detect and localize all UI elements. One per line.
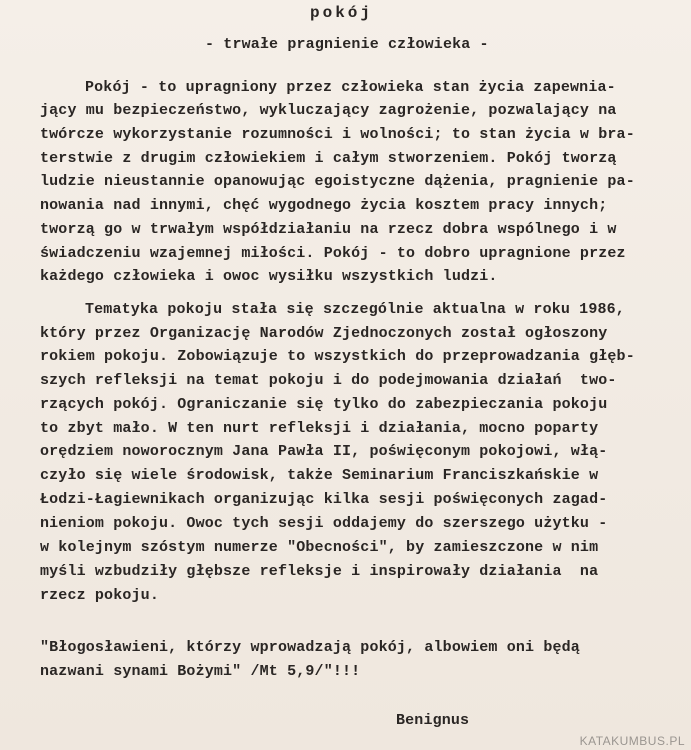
paragraph-1-line-3: twórcze wykorzystanie rozumności i wolności; to stan życia w bra- (40, 126, 635, 143)
paragraph-2-line-1: Tematyka pokoju stała się szczególnie aktualna w roku 1986, (85, 301, 625, 318)
paragraph-2-line-4: szych refleksji na temat pokoju i do podejmowania działań two- (40, 372, 617, 389)
paragraph-1-line-5: ludzie nieustannie opanowując egoistyczne dążenia, pragnienie pa- (40, 173, 635, 190)
paragraph-2-line-3: rokiem pokoju. Zobowiązuje to wszystkich do przeprowadzania głęb- (40, 348, 635, 365)
paragraph-1-line-2: jący mu bezpieczeństwo, wykluczający zagrożenie, pozwalający na (40, 102, 617, 119)
paragraph-2-line-11: w kolejnym szóstym numerze "Obecności", by zamieszczone w nim (40, 539, 599, 556)
paragraph-2-line-10: nieniom pokoju. Owoc tych sesji oddajemy do szerszego użytku - (40, 515, 608, 532)
paragraph-1-line-7: tworzą go w trwałym współdziałaniu na rzecz dobra wspólnego i w (40, 221, 617, 238)
watermark: KATAKUMBUS.PL (579, 734, 685, 748)
document-subtitle: - trwałe pragnienie człowieka - (205, 36, 489, 53)
paragraph-1-line-1: Pokój - to upragniony przez człowieka stan życia zapewnia- (85, 79, 616, 96)
paragraph-1-line-8: świadczeniu wzajemnej miłości. Pokój - to dobro upragnione przez (40, 245, 626, 262)
quote-line-1: "Błogosławieni, którzy wprowadzają pokój, albowiem oni będą (40, 639, 580, 656)
paragraph-2-line-8: czyło się wiele środowisk, także Seminarium Franciszkańskie w (40, 467, 599, 484)
paragraph-1-line-9: każdego człowieka i owoc wysiłku wszystkich ludzi. (40, 268, 498, 285)
paragraph-2-line-13: rzecz pokoju. (40, 587, 159, 604)
signature: Benignus (396, 712, 470, 729)
paragraph-1-line-6: nowania nad innymi, chęć wygodnego życia kosztem pracy innych; (40, 197, 608, 214)
quote-line-2: nazwani synami Bożymi" /Mt 5,9/"!!! (40, 663, 361, 680)
paragraph-2-line-6: to zbyt mało. W ten nurt refleksji i działania, mocno poparty (40, 420, 599, 437)
paragraph-2-line-2: który przez Organizację Narodów Zjednoczonych został ogłoszony (40, 325, 608, 342)
paragraph-2-line-9: Łodzi-Łagiewnikach organizując kilka sesji poświęconych zagad- (40, 491, 608, 508)
paragraph-1-line-4: terstwie z drugim człowiekiem i całym stworzeniem. Pokój tworzą (40, 150, 617, 167)
paragraph-2-line-7: orędziem noworocznym Jana Pawła II, poświęconym pokojowi, włą- (40, 443, 608, 460)
paragraph-2-line-12: myśli wzbudziły głębsze refleksje i inspirowały działania na (40, 563, 599, 580)
paragraph-2-line-5: rzących pokój. Ograniczanie się tylko do zabezpieczania pokoju (40, 396, 608, 413)
document-title: pokój (310, 4, 374, 22)
